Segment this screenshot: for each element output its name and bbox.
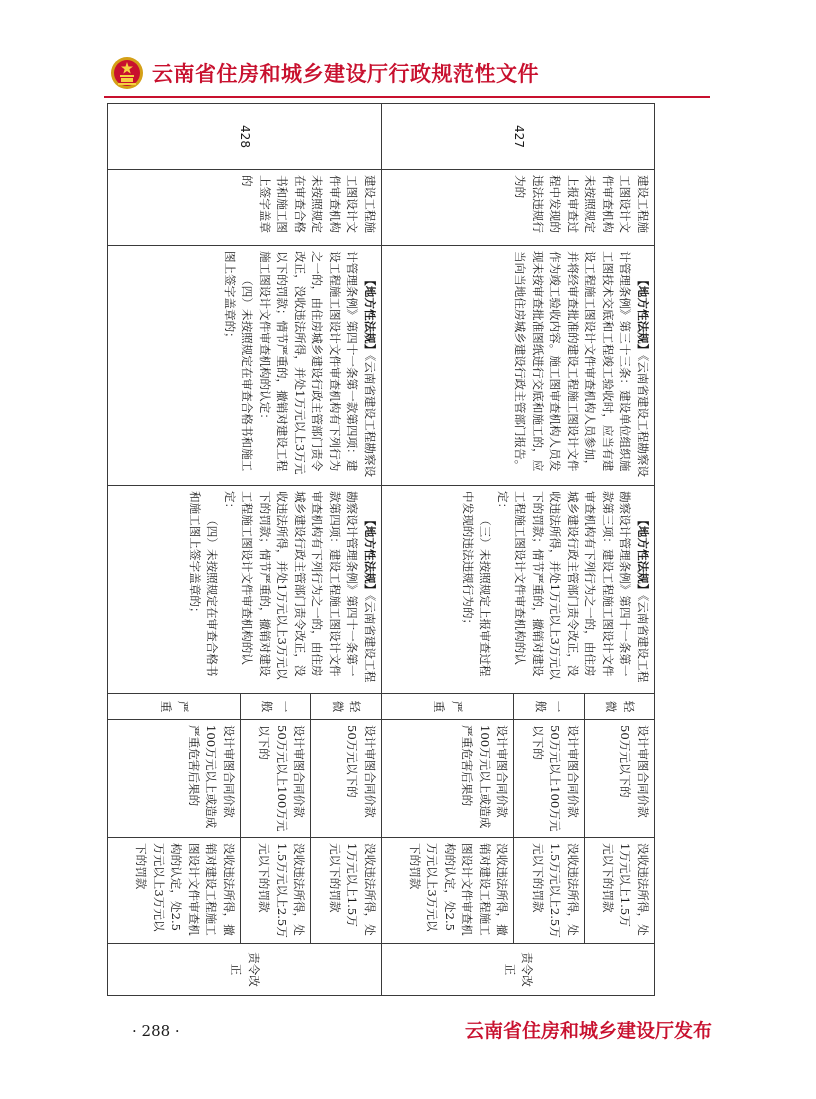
- header-rule: [104, 96, 710, 98]
- clause-text: 《云南省建设工程勘察设计管理条例》第四十一条第一款第四项：建设工程施工图设计文件审查机构有下列行为之一的，由住房城乡建设行政主管部门责令改正，没收违法所得，并处1万元以上3万元以下的罚款；情节严重的，撤销对建设工程施工图设计文件审查机构的认定：: [222, 491, 377, 683]
- violation-circumstance: 设计审图合同价款100万元以上或造成严重危害后果的: [108, 720, 241, 838]
- clause-item: （四）未按照规定在审查合格书和施工图上签字盖章的；: [187, 491, 220, 677]
- item-number: 428: [108, 104, 382, 170]
- table-row: [584, 104, 654, 996]
- severity-level: 严重: [381, 694, 514, 720]
- basis-text: 《云南省建设工程勘察设计管理条例》第三十三条：建设单位组织施工图技术交底和工程竣工验收时，应当有建设工程施工图设计文件审查机构人员参加，并将经审查批准的建设工程施工图设计文件作为竣工验收内容。施工图审查机构人员发现未按审查批准图纸进行交底和施工的，应当向当地住房城乡建设行政主管部门报告。: [513, 251, 650, 478]
- table-row: [311, 104, 381, 996]
- violation-circumstance: 设计审图合同价款50万元以下的: [584, 720, 654, 838]
- penalty-standard: 没收违法所得，撤销对建设工程施工图设计文件审查机构的认定，处2.5万元以上3万元以下的罚款: [381, 838, 514, 944]
- penalty-standard: 没收违法所得，处1.5万元以上2.5万元以下的罚款: [240, 838, 310, 944]
- violation-behavior: 建设工程施工图设计文件审查机构未按照规定上报审查过程中发现的违法违规行为的: [381, 170, 654, 246]
- corrective-measure: 责令改正: [108, 944, 382, 996]
- clause-tag: 【地方性法规】: [636, 514, 650, 596]
- page-number: · 288 ·: [132, 1022, 180, 1040]
- penalty-clause: [381, 486, 654, 694]
- severity-level: 轻微: [584, 694, 654, 720]
- national-emblem-icon: [110, 56, 144, 90]
- violation-behavior: 建设工程施工图设计文件审查机构未按照规定在审查合格书和施工图上签字盖章的: [108, 170, 382, 246]
- corrective-measure: 责令改正: [381, 944, 654, 996]
- penalty-standard: 没收违法所得，处1万元以上1.5万元以下的罚款: [584, 838, 654, 944]
- penalty-standard: 没收违法所得，撤销对建设工程施工图设计文件审查机构的认定，处2.5万元以上3万元以下的罚款: [108, 838, 241, 944]
- basis-text: 《云南省建设工程勘察设计管理条例》第四十一条第一款第四项：建设工程施工图设计文件审查机构有下列行为之一的，由住房城乡建设行政主管部门责令改正，没收违法所得，并处1万元以上3万元以下的罚款；情节严重的，撤销对建设工程施工图设计文件审查机构的认定：: [257, 251, 377, 478]
- severity-level: 一般: [514, 694, 584, 720]
- violation-circumstance: 设计审图合同价款50万元以上100万元以下的: [514, 720, 584, 838]
- penalty-standard: 没收违法所得，处1.5万元以上2.5万元以下的罚款: [514, 838, 584, 944]
- clause-item: （三）未按照规定上报审查过程中发现的违法违规行为的；: [461, 491, 493, 677]
- header-title: 云南省住房和城乡建设厅行政规范性文件: [152, 62, 539, 86]
- legal-basis: [108, 246, 382, 486]
- severity-level: 一般: [240, 694, 310, 720]
- basis-tag: 【地方性法规】: [636, 274, 650, 356]
- severity-level: 轻微: [311, 694, 381, 720]
- basis-tag: 【地方性法规】: [362, 274, 377, 356]
- penalty-standard: 没收违法所得，处1万元以上1.5万元以下的罚款: [311, 838, 381, 944]
- item-number: 427: [381, 104, 654, 170]
- legal-basis: [381, 246, 654, 486]
- clause-text: 《云南省建设工程勘察设计管理条例》第四十一条第一款第三项：建设工程施工图设计文件审查机构有下列行为之一的，由住房城乡建设行政主管部门责令改正，没收违法所得，并处1万元以上3万元以下的罚款；情节严重的，撤销对建设工程施工图设计文件审查机构的认定：: [496, 491, 650, 683]
- violation-circumstance: 设计审图合同价款100万元以上或造成严重危害后果的: [381, 720, 514, 838]
- violation-circumstance: 设计审图合同价款50万元以上100万元以下的: [240, 720, 310, 838]
- clause-tag: 【地方性法规】: [362, 514, 377, 596]
- publisher: 云南省住房和城乡建设厅发布: [464, 1020, 712, 1042]
- violation-circumstance: 设计审图合同价款50万元以下的: [311, 720, 381, 838]
- basis-item: （四）未按照规定在审查合格书和施工图上签字盖章的；: [222, 251, 255, 472]
- severity-level: 严重: [108, 694, 241, 720]
- rotated-table-area: [107, 103, 655, 995]
- page-header: [110, 52, 539, 94]
- penalty-clause: [108, 486, 382, 694]
- penalty-table: [107, 103, 655, 996]
